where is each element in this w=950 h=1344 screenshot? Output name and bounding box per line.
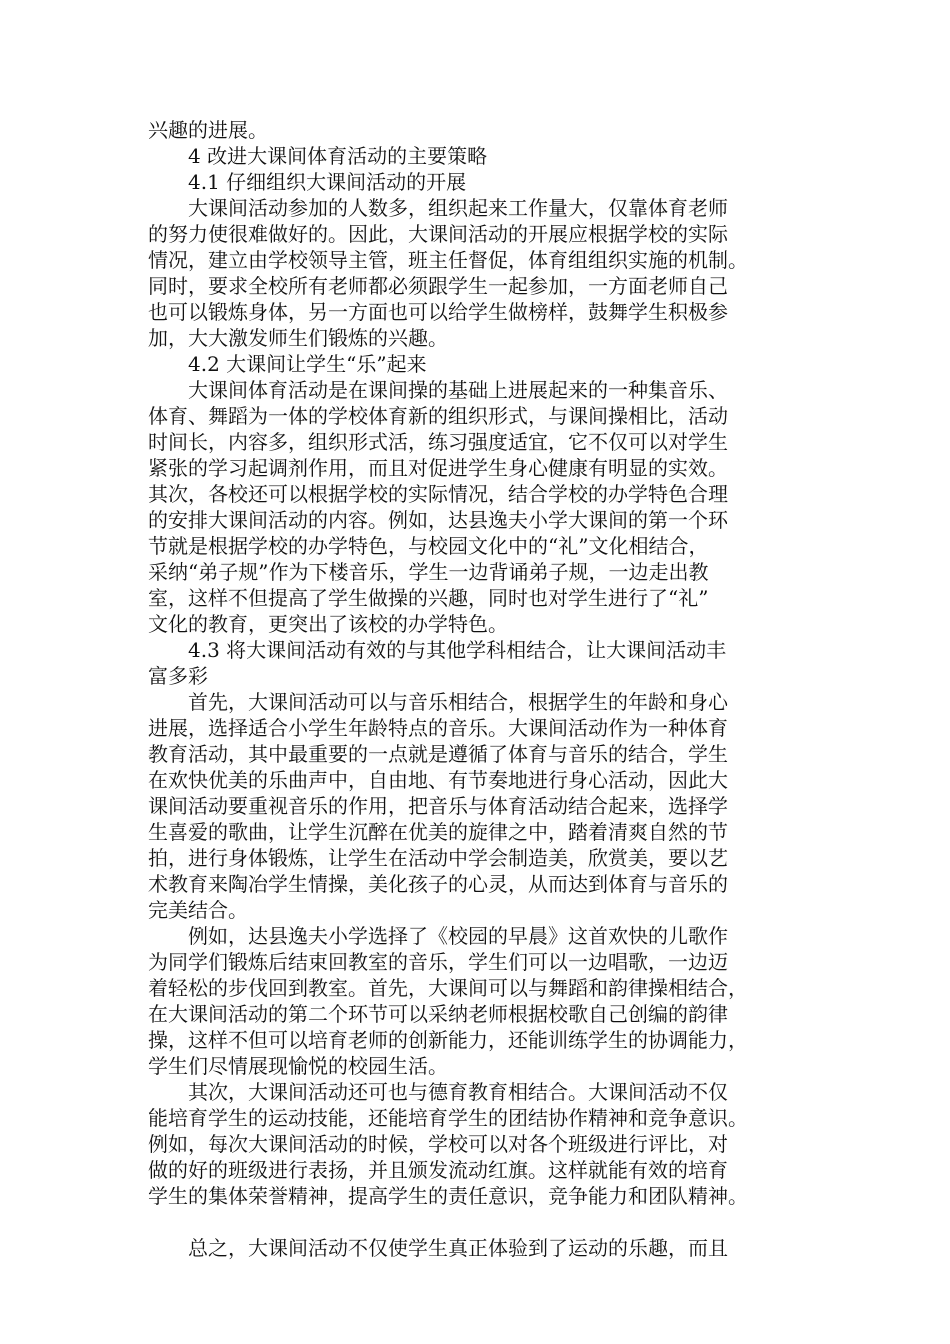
blank-line [148,1209,820,1235]
text-line: 进展，选择适合小学生年龄特点的音乐。大课间活动作为一种体育 [148,716,728,740]
text-line: 总之，大课间活动不仅使学生真正体验到了运动的乐趣，而且 [188,1236,728,1260]
text-line: 在大课间活动的第二个环节可以采纳老师根据校歌自己创编的韵律 [148,1002,728,1026]
text-line: 生喜爱的歌曲，让学生沉醉在优美的旋律之中，踏着清爽自然的节 [148,820,728,844]
text-line: 学生的集体荣誉精神，提高学生的责任意识，竞争能力和团队精神。 [148,1184,748,1208]
text-line: 的努力使很难做好的。因此，大课间活动的开展应根据学校的实际 [148,222,728,246]
text-line: 室，这样不但提高了学生做操的兴趣，同时也对学生进行了“礼” [148,586,709,610]
text-line: 术教育来陶冶学生情操，美化孩子的心灵，从而达到体育与音乐的 [148,872,728,896]
text-line: 同时，要求全校所有老师都必须跟学生一起参加，一方面老师自己 [148,274,728,298]
text-line: 大课间活动参加的人数多，组织起来工作量大，仅靠体育老师 [188,196,728,220]
text-line: 4.1 仔细组织大课间活动的开展 [188,170,467,194]
text-line: 能培育学生的运动技能，还能培育学生的团结协作精神和竞争意识。 [148,1106,748,1130]
text-line: 其次，各校还可以根据学校的实际情况，结合学校的办学特色合理 [148,482,728,506]
text-line: 教育活动，其中最重要的一点就是遵循了体育与音乐的结合，学生 [148,742,728,766]
document-body [148,117,820,1261]
text-line: 4 改进大课间体育活动的主要策略 [188,144,488,168]
text-line: 加，大大激发师生们锻炼的兴趣。 [148,326,448,350]
text-line: 的安排大课间活动的内容。例如，达县逸夫小学大课间的第一个环 [148,508,728,532]
text-line: 做的好的班级进行表扬，并且颁发流动红旗。这样就能有效的培育 [148,1158,728,1182]
text-line: 兴趣的进展。 [148,118,268,142]
text-line: 例如，每次大课间活动的时候，学校可以对各个班级进行评比，对 [148,1132,728,1156]
text-line: 大课间体育活动是在课间操的基础上进展起来的一种集音乐、 [188,378,728,402]
text-line: 节就是根据学校的办学特色，与校园文化中的“礼”文化相结合， [148,534,709,558]
text-line: 课间活动要重视音乐的作用，把音乐与体育活动结合起来，选择学 [148,794,728,818]
text-line: 4.3 将大课间活动有效的与其他学科相结合，让大课间活动丰 [188,638,727,662]
text-line: 例如，达县逸夫小学选择了《校园的早晨》这首欢快的儿歌作 [188,924,728,948]
text-line: 采纳“弟子规”作为下楼音乐，学生一边背诵弟子规，一边走出教 [148,560,709,584]
text-line: 首先，大课间活动可以与音乐相结合，根据学生的年龄和身心 [188,690,728,714]
text-line: 在欢快优美的乐曲声中，自由地、有节奏地进行身心活动，因此大 [148,768,728,792]
text-line: 其次，大课间活动还可也与德育教育相结合。大课间活动不仅 [188,1080,728,1104]
text-line: 为同学们锻炼后结束回教室的音乐，学生们可以一边唱歌，一边迈 [148,950,728,974]
text-line: 时间长，内容多，组织形式活，练习强度适宜，它不仅可以对学生 [148,430,728,454]
text-line: 富多彩 [148,664,208,688]
text-line: 学生们尽情展现愉悦的校园生活。 [148,1054,448,1078]
text-line: 着轻松的步伐回到教室。首先，大课间可以与舞蹈和韵律操相结合， [148,976,748,1000]
text-line: 体育、舞蹈为一体的学校体育新的组织形式，与课间操相比，活动 [148,404,728,428]
text-line: 文化的教育，更突出了该校的办学特色。 [148,612,508,636]
text-line: 拍，进行身体锻炼，让学生在活动中学会制造美，欣赏美，要以艺 [148,846,728,870]
text-line: 完美结合。 [148,898,248,922]
text-line: 4.2 大课间让学生“乐”起来 [188,352,427,376]
text-line: 情况，建立由学校领导主管，班主任督促，体育组组织实施的机制。 [148,248,748,272]
text-line: 也可以锻炼身体，另一方面也可以给学生做榜样，鼓舞学生积极参 [148,300,728,324]
text-line: 操，这样不但可以培育老师的创新能力，还能训练学生的协调能力， [148,1028,748,1052]
text-line: 紧张的学习起调剂作用，而且对促进学生身心健康有明显的实效。 [148,456,728,480]
